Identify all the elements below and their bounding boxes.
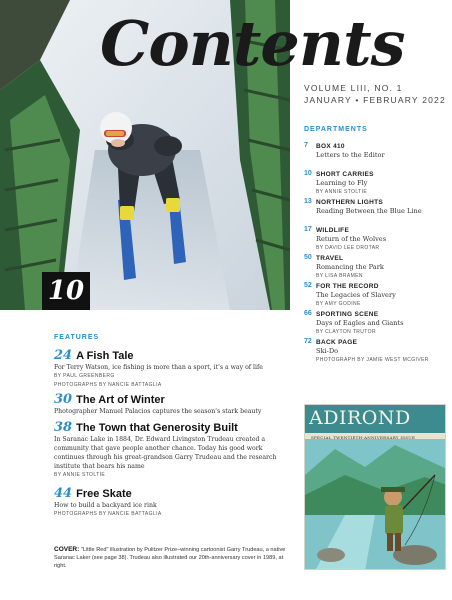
dept-byline: BY LISA BRAMEN xyxy=(316,273,363,279)
dept-section: WILDLIFE xyxy=(316,227,350,234)
feature-item[interactable] xyxy=(54,420,290,480)
dept-item[interactable] xyxy=(304,226,444,254)
feature-byline: BY PAUL GREENBERG xyxy=(54,373,115,379)
issue-date: JANUARY • FEBRUARY 2022 xyxy=(304,95,446,105)
dept-item[interactable] xyxy=(304,198,444,226)
feature-title: The Town that Generosity Built xyxy=(76,422,238,434)
cover-caption xyxy=(54,546,294,570)
features-heading: FEATURES xyxy=(54,334,100,341)
dept-page-number: 72 xyxy=(304,338,312,345)
feature-page-number: 24 xyxy=(54,348,73,363)
dept-title: Return of the Wolves xyxy=(316,235,387,243)
dept-item[interactable] xyxy=(304,170,444,198)
anniversary-cover-image xyxy=(304,404,446,570)
page-number-badge: 10 xyxy=(42,272,90,310)
caption-text: "Little Red" illustration by Pulitzer Prize–winning cartoonist Garry Trudeau, a native Saranac Laker (see page 38). Trudeau also illustrated our 20th-anniversary cover in 1989, at right. xyxy=(54,547,286,569)
issue-volume: VOLUME LIII, NO. 1 xyxy=(304,83,403,93)
cover-banner: SPECIAL TWENTIETH-ANNIVERSARY ISSUE xyxy=(311,435,416,440)
dept-page-number: 10 xyxy=(304,170,312,177)
feature-description: How to build a backyard ice rink xyxy=(54,502,157,509)
dept-title: The Legacies of Slavery xyxy=(316,291,396,299)
dept-item[interactable] xyxy=(304,310,444,338)
issue-info xyxy=(304,82,446,106)
feature-page-number: 44 xyxy=(54,486,73,501)
departments-heading: DEPARTMENTS xyxy=(304,126,368,133)
dept-section: TRAVEL xyxy=(316,255,344,262)
dept-byline: BY CLAYTON TRUTOR xyxy=(316,329,376,335)
dept-byline: BY AMY GODINE xyxy=(316,301,361,307)
dept-page-number: 52 xyxy=(304,282,312,289)
feature-description: Photographer Manuel Palacios captures the season's stark beauty xyxy=(54,408,262,415)
dept-title: Ski-Do xyxy=(316,347,339,355)
dept-item[interactable] xyxy=(304,282,444,310)
dept-byline: PHOTOGRAPH BY JAMIE WEST MCGIVER xyxy=(316,357,429,363)
dept-item[interactable] xyxy=(304,142,444,170)
dept-title: Romancing the Park xyxy=(316,263,384,271)
dept-item[interactable] xyxy=(304,254,444,282)
dept-section: SPORTING SCENE xyxy=(316,311,379,318)
dept-title: Days of Eagles and Giants xyxy=(316,319,404,327)
dept-item[interactable] xyxy=(304,338,444,366)
dept-section: BOX 410 xyxy=(316,143,345,150)
dept-byline: BY DAVID LEE DROTAR xyxy=(316,245,380,251)
dept-title: Letters to the Editor xyxy=(316,151,385,159)
dept-section: BACK PAGE xyxy=(316,339,358,346)
feature-item[interactable] xyxy=(54,486,290,519)
caption-label: COVER: xyxy=(54,546,80,553)
dept-section: FOR THE RECORD xyxy=(316,283,379,290)
dept-title: Learning to Fly xyxy=(316,179,368,187)
cover-illustration xyxy=(305,405,446,570)
dept-page-number: 66 xyxy=(304,310,312,317)
feature-item[interactable] xyxy=(54,392,290,416)
dept-title: Reading Between the Blue Line xyxy=(316,207,422,215)
feature-description: In Saranac Lake in 1884, Dr. Edward Livingston Trudeau created a community that gave people another chance. Today his good work continues through his great-grandson Garry Trudeau and the research institute that bears his name xyxy=(54,436,277,470)
feature-page-number: 38 xyxy=(54,420,73,435)
feature-byline: PHOTOGRAPHS BY NANCIE BATTAGLIA xyxy=(54,511,162,517)
dept-page-number: 7 xyxy=(304,142,308,149)
dept-page-number: 17 xyxy=(304,226,312,233)
feature-page-number: 30 xyxy=(54,392,73,407)
dept-section: SHORT CARRIES xyxy=(316,171,374,178)
contents-heading: Contents xyxy=(100,7,405,80)
dept-page-number: 50 xyxy=(304,254,312,261)
feature-item[interactable] xyxy=(54,348,290,390)
departments-list xyxy=(304,142,444,366)
dept-page-number: 13 xyxy=(304,198,312,205)
feature-description: For Terry Watson, ice fishing is more than a sport, it's a way of life xyxy=(54,364,263,371)
feature-photo-credit: PHOTOGRAPHS BY NANCIE BATTAGLIA xyxy=(54,382,162,388)
cover-masthead: ADIROND xyxy=(309,407,411,429)
dept-byline: BY ANNIE STOLTIE xyxy=(316,189,368,195)
dept-section: NORTHERN LIGHTS xyxy=(316,199,383,206)
feature-title: The Art of Winter xyxy=(76,394,165,406)
feature-title: A Fish Tale xyxy=(76,350,134,362)
feature-byline: BY ANNIE STOLTIE xyxy=(54,472,106,478)
feature-title: Free Skate xyxy=(76,488,132,500)
